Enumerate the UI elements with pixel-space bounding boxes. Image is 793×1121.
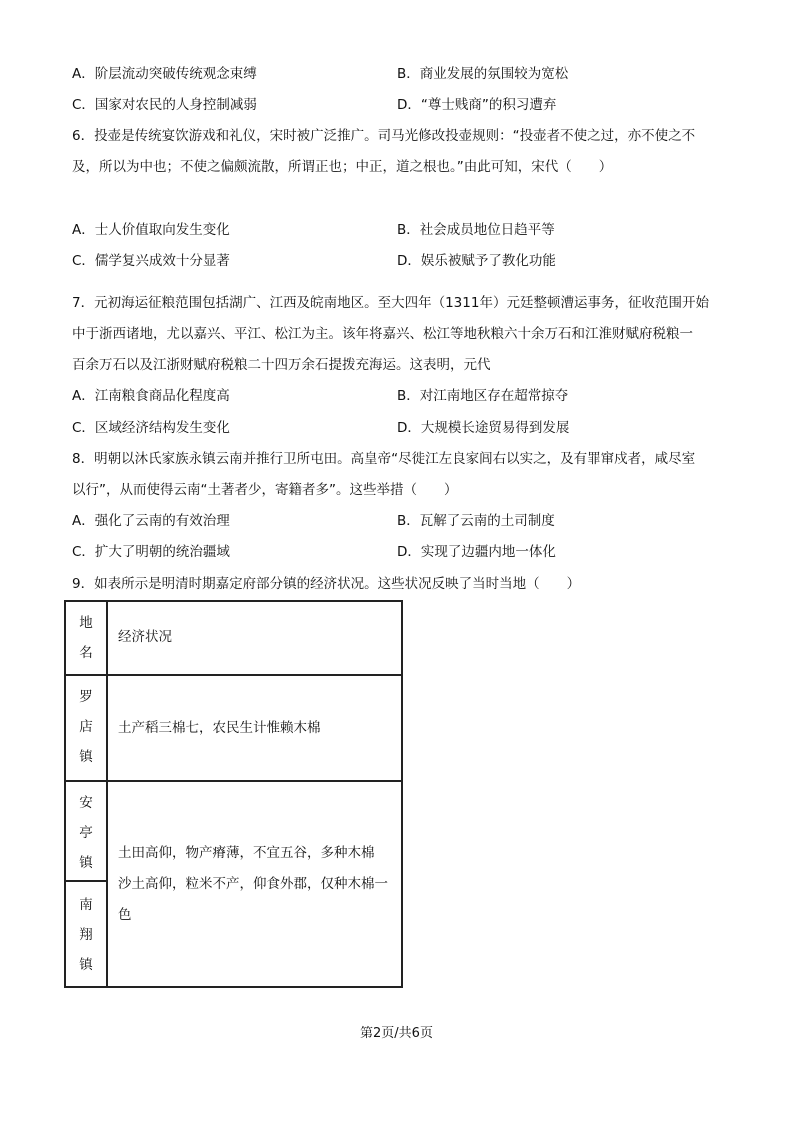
q6-stem-line2: 及，所以为中也；不使之偏颇流散，所谓正也；中正，道之根也。”由此可知，宋代（ ） xyxy=(72,159,613,175)
economy-table xyxy=(64,600,403,988)
header-place-char: 地 xyxy=(79,615,93,631)
q6-stem-line1: 6．投壶是传统宴饮游戏和礼仪，宋时被广泛推广。司马光修改投壶规则：“投壶者不使之过，亦不使之不 xyxy=(72,128,696,144)
place-char: 翔 xyxy=(79,927,93,943)
q7-stem-line2: 中于浙西诸地，尤以嘉兴、平江、松江为主。该年将嘉兴、松江等地秋粮六十余万石和江淮财赋府税粮一 xyxy=(72,326,693,342)
q7-stem-line3: 百余万石以及江浙财赋府税粮二十四万余石提拨充海运。这表明，元代 xyxy=(72,357,491,373)
q8-option-d: D．实现了边疆内地一体化 xyxy=(397,544,556,560)
merged-econ-cell xyxy=(107,781,402,987)
place-char: 镇 xyxy=(79,749,93,765)
q6-option-d: D．娱乐被赋予了教化功能 xyxy=(397,253,556,269)
place-char: 镇 xyxy=(79,855,93,871)
place-char: 南 xyxy=(79,897,93,913)
q5-option-d: D．“尊士贱商”的积习遭弃 xyxy=(397,97,557,113)
row2-place-cell xyxy=(65,781,107,881)
place-char: 罗 xyxy=(79,689,93,705)
q9-stem: 9．如表所示是明清时期嘉定府部分镇的经济状况。这些状况反映了当时当地（ ） xyxy=(72,576,581,592)
place-char: 镇 xyxy=(79,957,93,973)
q6-option-a: A．士人价值取向发生变化 xyxy=(72,222,230,238)
q6-option-c: C．儒学复兴成效十分显著 xyxy=(72,253,230,269)
q5-option-c: C．国家对农民的人身控制减弱 xyxy=(72,97,257,113)
q7-option-a: A．江南粮食商品化程度高 xyxy=(72,388,230,404)
row1-econ-text: 土产稻三棉七，农民生计惟赖木棉 xyxy=(118,720,321,736)
q7-option-b: B．对江南地区存在超常掠夺 xyxy=(397,388,569,404)
header-place-char: 名 xyxy=(79,645,93,661)
q8-option-b: B．瓦解了云南的土司制度 xyxy=(397,513,555,529)
place-char: 亭 xyxy=(79,825,93,841)
q8-option-a: A．强化了云南的有效治理 xyxy=(72,513,230,529)
q8-stem-line1: 8．明朝以沐氏家族永镇云南并推行卫所屯田。高皇帝“尽徙江左良家闾右以实之，及有罪窜戍者，咸尽室 xyxy=(72,451,696,467)
q5-option-b: B．商业发展的氛围较为宽松 xyxy=(397,66,569,82)
header-econ-cell xyxy=(107,601,402,675)
row3-place-cell xyxy=(65,881,107,987)
merged-econ-line: 沙土高仰，粒米不产，仰食外郡，仅种木棉一 xyxy=(118,876,388,892)
row1-place-cell xyxy=(65,675,107,781)
q7-option-d: D．大规模长途贸易得到发展 xyxy=(397,420,570,436)
merged-econ-line: 土田高仰，物产瘠薄，不宜五谷，多种木棉 xyxy=(118,845,375,861)
place-char: 店 xyxy=(79,719,93,735)
q7-stem-line1: 7．元初海运征粮范围包括湖广、江西及皖南地区。至大四年（1311年）元廷整顿漕运事务，征收范围开始 xyxy=(72,295,709,311)
table-row xyxy=(65,675,402,781)
q8-option-c: C．扩大了明朝的统治疆域 xyxy=(72,544,230,560)
q6-option-b: B．社会成员地位日趋平等 xyxy=(397,222,555,238)
table-row xyxy=(65,781,402,881)
merged-econ-line: 色 xyxy=(118,907,132,923)
header-econ-label: 经济状况 xyxy=(118,629,172,645)
header-place-cell xyxy=(65,601,107,675)
place-char: 安 xyxy=(79,795,93,811)
row1-econ-cell xyxy=(107,675,402,781)
page-footer: 第2页/共6页 xyxy=(360,1026,433,1041)
q5-option-a: A．阶层流动突破传统观念束缚 xyxy=(72,66,257,82)
table-header-row xyxy=(65,601,402,675)
q8-stem-line2: 以行”，从而使得云南“土著者少，寄籍者多”。这些举措（ ） xyxy=(72,482,458,498)
q7-option-c: C．区域经济结构发生变化 xyxy=(72,420,230,436)
